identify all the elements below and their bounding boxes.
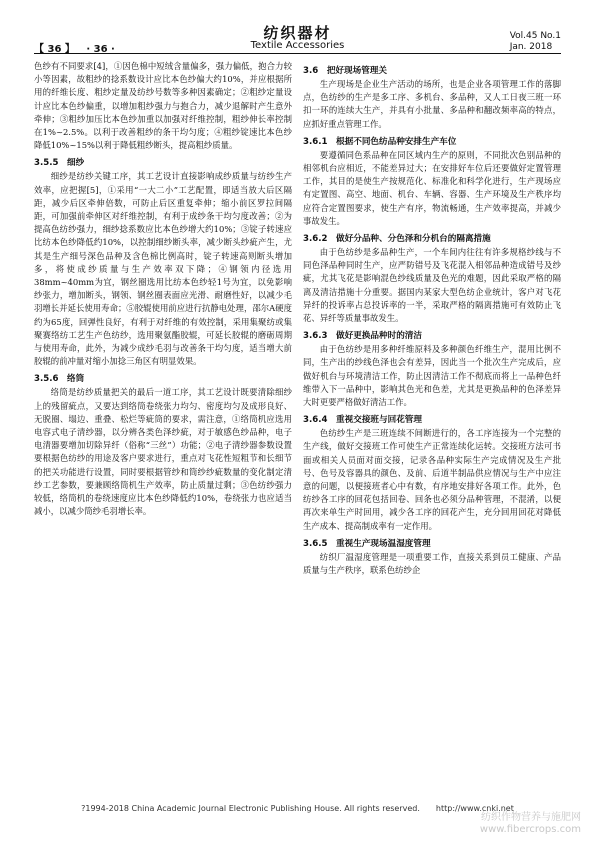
journal-logo: 纺织器材: [263, 24, 332, 42]
page-header: [0, 0, 595, 58]
watermark: [480, 812, 581, 836]
heading-3-6-3: 3.6.3 做好更换品种时的清洁: [303, 331, 422, 342]
paragraph-roving: 色纱有不同要求[4]，①因色棉中短绒含量偏多，强力偏低，抱合力较小等因素，故粗纱的捻系数设计应比本色纱偏大约10%，并应根据所用的纤维长度、粗纱定量及纺纱号数等多种因素确定；②粗纱定量设计应比本色纱偏重，以增加粗纱强力与抱合力，减少退解时产生意外牵伸；③粗纱加压比本色纱加重以加强对纤维控制，粗纱伸长率控制在1%~2.5%。以利于改善粗纱的条干均匀度；④粗纱锭速比本色纱降低10%~15%以利于降低粗纱断头，提高粗纱质量。: [34, 61, 292, 151]
journal-english-title: Textile Accessories: [250, 40, 345, 51]
heading-3-6: 3.6 把好现场管理关: [303, 66, 387, 76]
watermark-url: www.fibercrops.com: [479, 824, 581, 835]
paragraph-cleaning: 由于色纺纱是用多种纤维原料及多种颜色纤维生产，混用比例不同，生产出的纱线色泽也会有差异，因此当一个批次生产完成后，应做好机台与环境清洁工作，防止因清洁工作不彻底而将上一品种色纤维带入下一品种中，影响其色光和色差，尤其是更换品种的色泽差异大时更要严格做好清洁工作。: [303, 344, 561, 408]
left-column: [34, 60, 292, 519]
page-bracket-text: 【 36 】: [34, 44, 75, 55]
header-rule: [34, 53, 561, 54]
heading-3-5-6: 3.5.6 络筒: [34, 374, 85, 385]
heading-3-6-4: 3.6.4 重视交接班与回花管理: [303, 415, 422, 426]
paragraph-shift-handover: 色纺纱生产是三班连续不间断进行的，各工序连接为一个完整的生产线，做好交接班工作可使生产正常连续化运转。交接班方法可书面或相关人员面对面交接，记录各品种实际生产完成情况及生产批号、色号及容器具的颜色、及前、后道半制品供应情况与生产中应注意的问题，以便接班者心中有数，有序地安排好各项工作。此外，色纺纱各工序的回花包括回卷、回条也必须分品种管理，不混淆，以便再次来单生产时回用，减少各工序的回花产生，充分回用回花对降低生产成本、提高制成率有一定作用。: [303, 428, 561, 531]
volume-info: [510, 31, 561, 53]
heading-3-6-5: 3.6.5 重视生产现场温湿度管理: [303, 538, 431, 549]
page-num-text: · 36 ·: [86, 44, 115, 55]
heading-3-5-5: 3.5.5 细纱: [34, 158, 85, 169]
heading-3-6-2: 3.6.2 做好分品种、分色泽和分机台的隔离措施: [303, 234, 491, 245]
paragraph-spinning: 细纱是纺纱关键工序，其工艺设计直接影响成纱质量与纺纱生产效率，应把握[5]，①采用“一大二小”工艺配置，即适当放大后区隔距，减少后区牵伸倍数，可防止后区重复牵伸；缩小前区罗拉间隔距，可加强前牵伸区对纤维控制，有利于成纱条干均匀度改善；②为提高色纺纱强力，细纱捻系数应比本色纱增大约10%；③锭子转速应比纺本色纱降低约10%，以控制细纱断头率，减少断头纱疵产生，尤其是生产细号深色品种及含色棉比例高时，锭子转速高则断头增加多，将使成纱质量与生产效率双下降；④钢领内径选用38mm~40mm为宜，钢丝圈选用比纺本色纱轻1号为宜，以免影响纱张力，增加断头，钢领、钢丝圈表面应光滑、耐磨性好，以减少毛羽增长并延长使用寿命；⑤胶辊使用前应进行抗静电处理，邵尔A硬度约为65度，回弹性良好，有利于对纤维的有效控制，采用集聚纺或集聚赛络纺工艺生产色纺纱，选用聚氨酯胶辊，可延长胶辊的磨砺周期与使用寿命，此外，为减少成纱毛羽与改善条干均匀度，适当增大前胶辊的前冲量对缩小加捻三角区有明显效果。: [34, 171, 292, 367]
paragraph-winding: 络筒是纺纱质量把关的最后一道工序，其工艺设计既要清除细纱上的残留疵点，又要达到络筒卷绕张力均匀、密度均匀及成形良好、无脱圈、塌边、重叠、松烂等疵筒的要求，需注意，①络筒机应选用电容式电子清纱器，以分辨各类色泽纱疵，对于敏感色纱品种，电子电清器要增加切除异纤（俗称“三丝”）功能；②电子清纱器参数设置要根据色纺纱的用途及客户要求进行，重点对飞花性短粗节和长细节的把关功能进行设置，同时要根据管纱和筒纱纱疵数量的变化制定清纱工艺参数，要兼顾络筒机生产效率，防止质量过剩；③色纺纱强力较低，络筒机的卷绕速度应比本色纱降低约10%，卷绕张力也应适当减小，以减少筒纱毛羽增长率。: [34, 387, 292, 517]
heading-3-6-1: 3.6.1 根据不同色纺品种安排生产车位: [303, 136, 457, 147]
paragraph-machine-arrangement: 要遵循同色系品种在同区域内生产的原则，不同批次色别品种的相邻机台应相近，不能差异过大；在安排好车位后还要做好定置管理工作，其目的是使生产按规范化、标准化和科学化进行，生产现场应有定置图、高空、地面、机台、车辆、容器、生产环境及生产秩序均应符合定置图要求，使生产有序，物流畅通，生产效率提高，并减少事故发生。: [303, 149, 561, 226]
paragraph-site-management: 生产现场是企业生产活动的场所，也是企业各项管理工作的落脚点，色纺纱的生产是多工序、多机台、多品种，又人工日夜三班一环扣一环的连续大生产，并具有小批量、多品种和翻改频率高的特点，应抓好重点管理工作。: [303, 79, 561, 129]
paragraph-isolation: 由于色纺纱是多品种生产，一个车间内往往有许多规格纱线与不同色泽品种同时生产，应严防错号及飞花混入相邻品种造成错号及纱疵，尤其飞花是影响混色纱线质量及色光的难题，因此采取严格的隔离及清洁措施十分重要。据国内某家大型色纺企业统计，客户对飞花异纤的投诉率占总投诉率的一半，采取严格的隔离措施可有效防止飞花、异纤等质量事故发生。: [303, 247, 561, 324]
volume-number: Vol.45 No.1: [509, 31, 561, 41]
paragraph-humidity: 纺织厂温湿度管理是一项重要工作，直接关系到员工健康、产品质量与生产秩序，联系色纺纱企: [303, 551, 561, 576]
copyright-footer: ?1994-2018 China Academic Journal Electronic Publishing House. All rights reserved. http://www.cnki.net: [81, 804, 514, 813]
watermark-cn: 纺织作物营养与施肥网: [481, 812, 581, 823]
issue-date: Jan. 2018: [509, 42, 553, 52]
right-column: [303, 60, 561, 577]
